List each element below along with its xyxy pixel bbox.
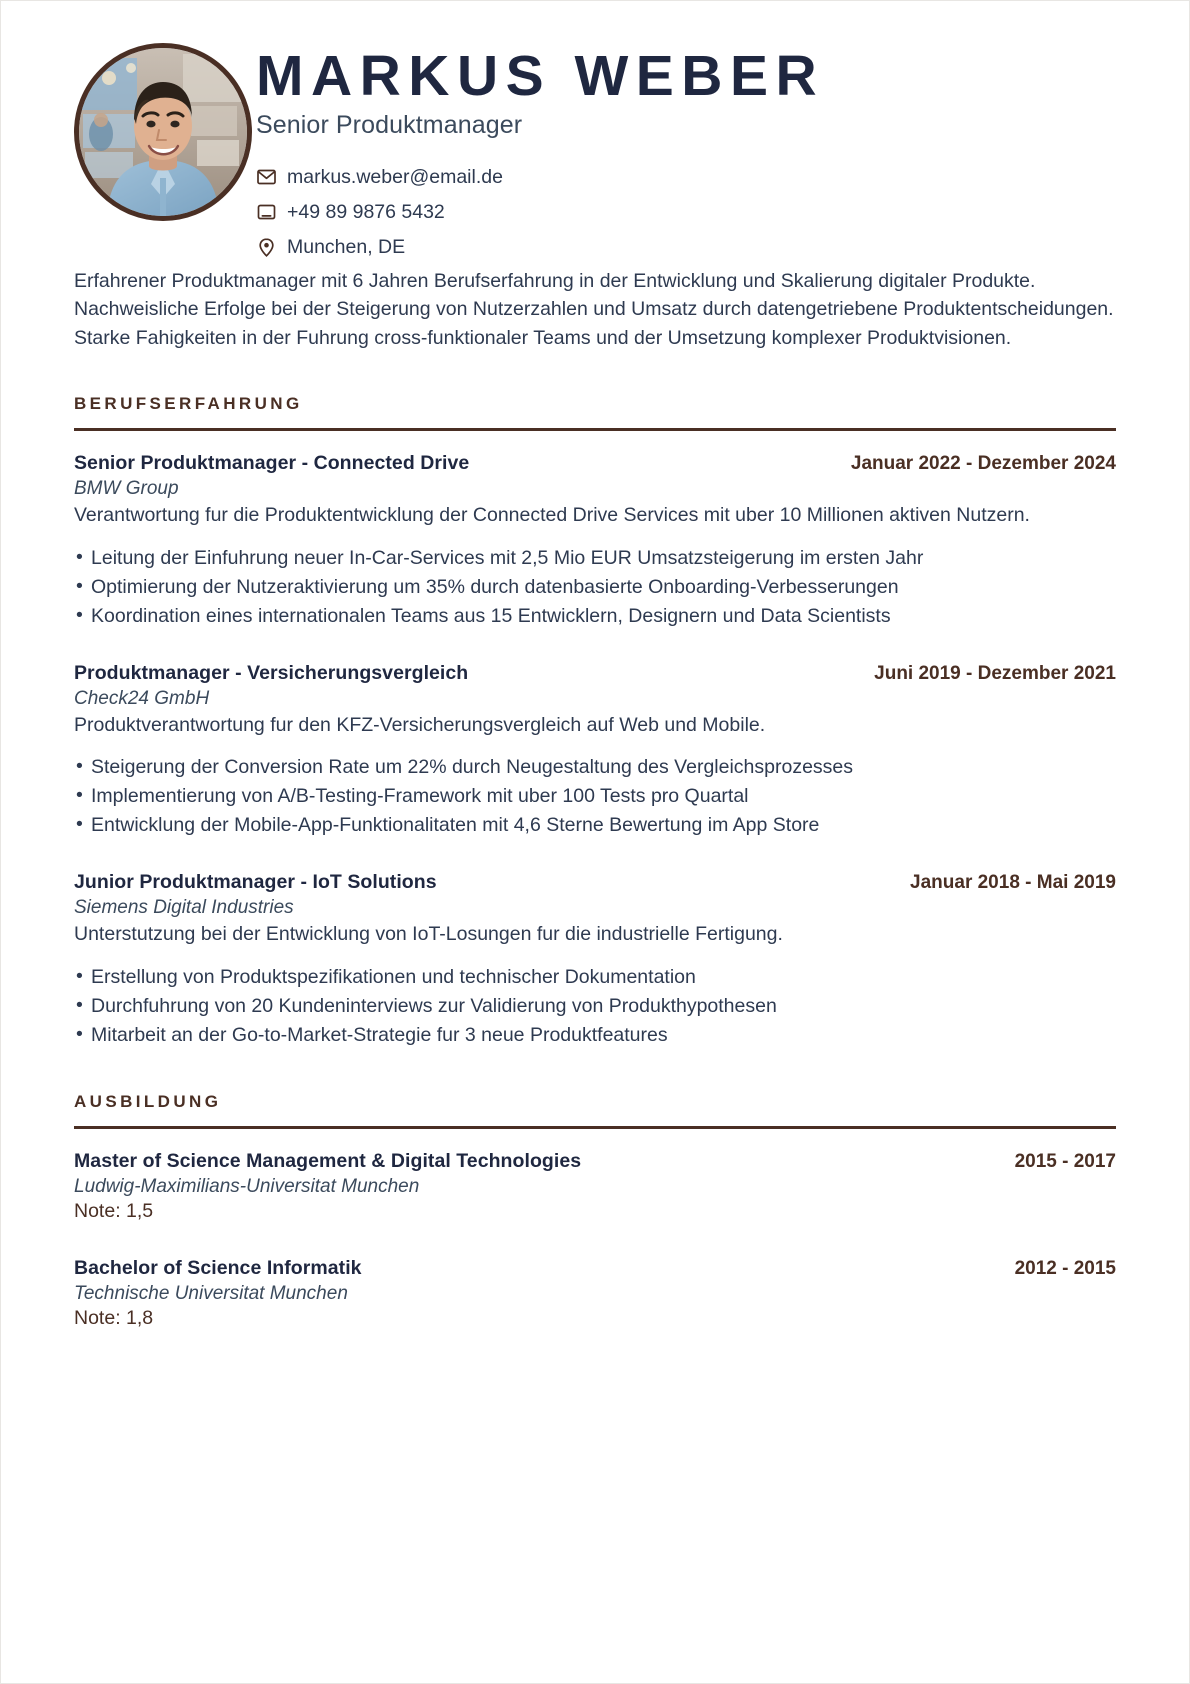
list-item: • Steigerung der Conversion Rate um 22% durch Neugestaltung des Vergleichsprozesses	[74, 753, 1116, 782]
page-title: MARKUS WEBER	[256, 44, 825, 108]
experience-bullet-list	[74, 963, 1116, 1050]
profile-summary: Erfahrener Produktmanager mit 6 Jahren Berufserfahrung in der Entwicklung und Skalierung digitaler Produkte. Nachweisliche Erfolge bei der Steigerung von Nutzerzahlen und Umsatz durch datengetriebene Produktentscheidungen. Starke Fahigkeiten in der Fuhrung cross-funktionaler Teams und der Umsetzung komplexer Produktvisionen.	[74, 269, 1114, 349]
education-entry-header	[74, 1257, 1116, 1280]
section-education	[74, 1092, 1116, 1330]
header-text-block	[256, 33, 1116, 259]
contact-location-text: Munchen, DE	[287, 235, 406, 258]
experience-company: Siemens Digital Industries	[74, 897, 294, 919]
education-date-range: 2015 - 2017	[1014, 1150, 1116, 1172]
photo-container	[74, 33, 256, 221]
experience-description: Verantwortung fur die Produktentwicklung der Connected Drive Services mit uber 10 Millionen aktiven Nutzern.	[74, 504, 1030, 527]
experience-job-title: Produktmanager - Versicherungsvergleich	[74, 661, 469, 684]
education-date-range: 2012 - 2015	[1014, 1257, 1116, 1279]
experience-date-range: Januar 2018 - Mai 2019	[910, 872, 1116, 894]
education-institution: Ludwig-Maximilians-Universitat Munchen	[74, 1175, 420, 1197]
experience-bullet-list	[74, 544, 1116, 631]
contact-email-row[interactable]	[256, 166, 1116, 189]
section-divider	[74, 1126, 1116, 1129]
experience-job-title: Junior Produktmanager - IoT Solutions	[74, 871, 437, 894]
list-item: • Erstellung von Produktspezifikationen und technischer Dokumentation	[74, 963, 1116, 992]
contact-email-text: markus.weber@email.de	[287, 165, 503, 188]
list-item: • Durchfuhrung von 20 Kundeninterviews zur Validierung von Produkthypothesen	[74, 992, 1116, 1021]
experience-entry	[74, 662, 1116, 841]
list-item: • Implementierung von A/B-Testing-Framework mit uber 100 Tests pro Quartal	[74, 782, 1116, 811]
experience-date-range: Juni 2019 - Dezember 2021	[874, 662, 1116, 684]
contact-list	[256, 166, 1116, 259]
list-item: • Koordination eines internationalen Teams aus 15 Entwicklern, Designern und Data Scientists	[74, 602, 1116, 631]
avatar	[74, 43, 252, 221]
education-entry	[74, 1150, 1116, 1223]
education-grade: Note: 1,8	[74, 1306, 154, 1329]
contact-location-row[interactable]	[256, 236, 1116, 259]
envelope-icon	[256, 167, 276, 187]
experience-entry-header	[74, 452, 1116, 475]
phone-icon	[256, 202, 276, 222]
map-pin-icon	[256, 237, 276, 257]
experience-date-range: Januar 2022 - Dezember 2024	[850, 453, 1116, 475]
section-divider	[74, 428, 1116, 431]
education-institution: Technische Universitat Munchen	[74, 1282, 348, 1304]
education-degree: Bachelor of Science Informatik	[74, 1256, 362, 1279]
contact-phone-text: +49 89 9876 5432	[287, 200, 445, 223]
job-role-subtitle: Senior Produktmanager	[256, 110, 523, 139]
experience-company: Check24 GmbH	[74, 687, 210, 709]
section-experience	[74, 394, 1116, 1050]
contact-phone-row[interactable]	[256, 201, 1116, 224]
list-item: • Optimierung der Nutzeraktivierung um 35% durch datenbasierte Onboarding-Verbesserungen	[74, 573, 1116, 602]
education-degree: Master of Science Management & Digital Technologies	[74, 1149, 582, 1172]
experience-job-title: Senior Produktmanager - Connected Drive	[74, 452, 470, 475]
experience-description: Unterstutzung bei der Entwicklung von IoT-Losungen fur die industrielle Fertigung.	[74, 923, 783, 946]
education-entry	[74, 1257, 1116, 1330]
experience-entry	[74, 452, 1116, 631]
portrait-photo-icon	[79, 48, 247, 216]
section-title-experience: BERUFSERFAHRUNG	[74, 394, 303, 414]
section-title-education: AUSBILDUNG	[74, 1091, 222, 1111]
experience-description: Produktverantwortung fur den KFZ-Versicherungsvergleich auf Web und Mobile.	[74, 713, 766, 736]
list-item: • Mitarbeit an der Go-to-Market-Strategie fur 3 neue Produktfeatures	[74, 1021, 1116, 1050]
education-entry-header	[74, 1150, 1116, 1173]
experience-entry-header	[74, 662, 1116, 685]
experience-entry-header	[74, 871, 1116, 894]
experience-entry	[74, 871, 1116, 1050]
experience-bullet-list	[74, 753, 1116, 840]
education-grade: Note: 1,5	[74, 1199, 154, 1222]
list-item: • Entwicklung der Mobile-App-Funktionalitaten mit 4,6 Sterne Bewertung im App Store	[74, 811, 1116, 840]
list-item: • Leitung der Einfuhrung neuer In-Car-Services mit 2,5 Mio EUR Umsatzsteigerung im ersten Jahr	[74, 544, 1116, 573]
resume-header	[74, 33, 1116, 259]
experience-company: BMW Group	[74, 478, 179, 500]
